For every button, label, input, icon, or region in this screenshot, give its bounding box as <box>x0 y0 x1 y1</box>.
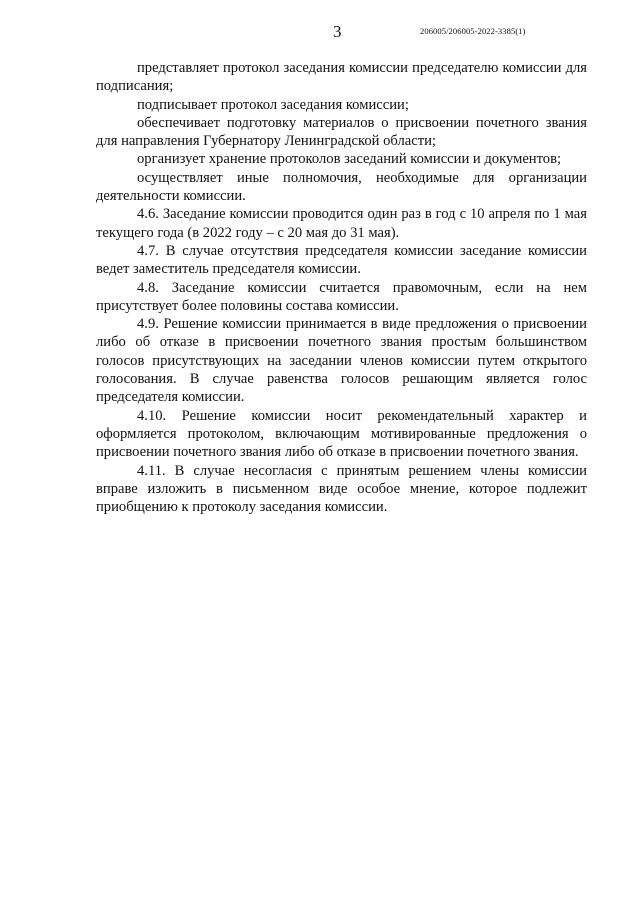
clause-4-10: 4.10. Решение комиссии носит рекомендательный характер и оформляется протоколом, включающим мотивированные предложения о присвоении почетного звания либо об отказе в присвоении почетного звания. <box>96 407 587 461</box>
clause-4-7: 4.7. В случае отсутствия председателя комиссии заседание комиссии ведет заместитель председателя комиссии. <box>96 242 587 278</box>
paragraph-signs-protocol: подписывает протокол заседания комиссии; <box>137 96 409 113</box>
clause-4-9: 4.9. Решение комиссии принимается в виде предложения о присвоении либо об отказе в присвоении почетного звания простым большинством голосов присутствующих на заседании членов комиссии путем открытого голосования. В случае равенства голосов решающим является голос председателя комиссии. <box>96 316 587 406</box>
document-registration-code: 206005/206005-2022-3385(1) <box>420 26 526 36</box>
paragraph-prepares-materials: обеспечивает подготовку материалов о присвоении почетного звания для направления Губернатору Ленинградской области; <box>96 114 587 150</box>
clause-4-11: 4.11. В случае несогласия с принятым решением члены комиссии вправе изложить в письменном виде особое мнение, которое подлежит приобщению к протоколу заседания комиссии. <box>96 462 587 516</box>
paragraph-other-powers: осуществляет иные полномочия, необходимые для организации деятельности комиссии. <box>96 169 587 205</box>
clause-4-6: 4.6. Заседание комиссии проводится один раз в год с 10 апреля по 1 мая текущего года (в 2022 году – с 20 мая до 31 мая). <box>96 206 587 241</box>
clause-4-8: 4.8. Заседание комиссии считается правомочным, если на нем присутствует более половины состава комиссии. <box>96 279 587 314</box>
paragraph-organizes-storage: организует хранение протоколов заседаний комиссии и документов; <box>137 151 562 168</box>
page-number: 3 <box>333 22 342 41</box>
document-body <box>96 59 587 516</box>
paragraph-submits-protocol: представляет протокол заседания комиссии председателю комиссии для подписания; <box>96 60 587 95</box>
